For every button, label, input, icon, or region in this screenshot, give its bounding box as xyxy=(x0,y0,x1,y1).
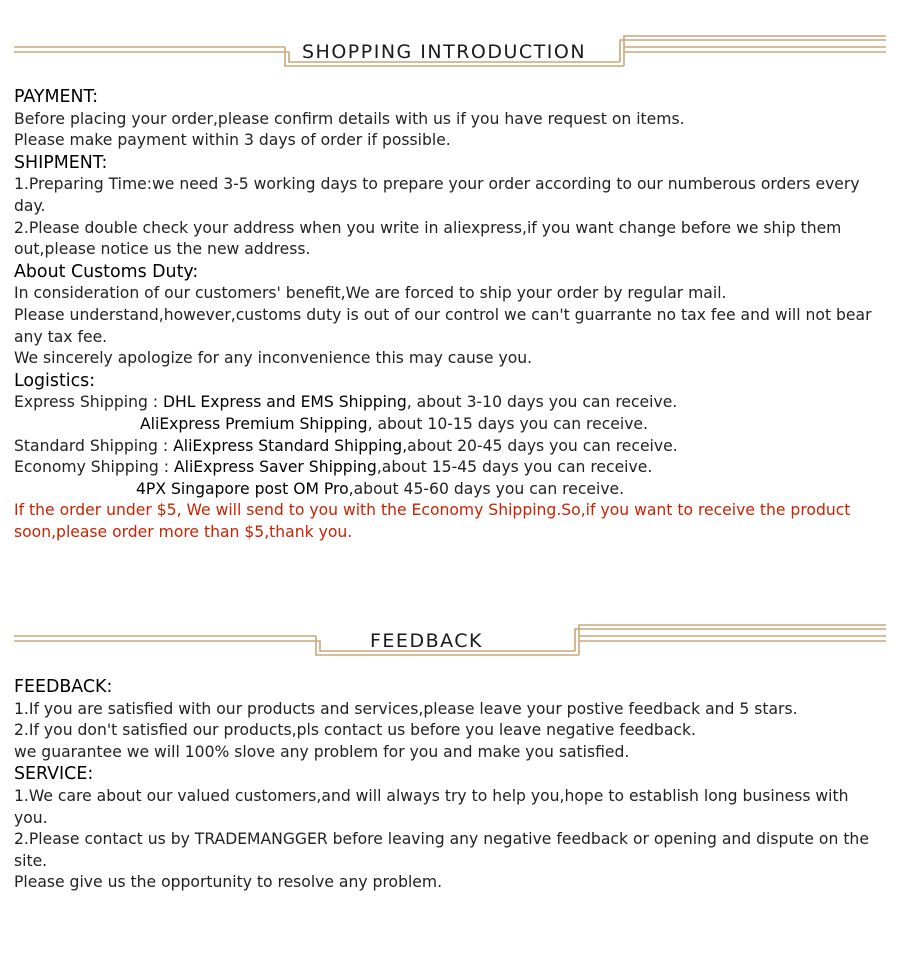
payment-heading: PAYMENT: xyxy=(14,87,99,107)
standard-time: ,about 20-45 days you can receive. xyxy=(402,436,678,455)
service-line: 1.We care about our valued customers,and will always try to help you,hope to establish long business with you. xyxy=(14,786,849,827)
feedback-line: 2.If you don't satisfied our products,pls contact us before you leave negative feedback. xyxy=(14,721,696,740)
standard-shipping-row xyxy=(14,436,886,458)
economy-shipping-row xyxy=(14,457,886,479)
premium-service: AliExpress Premium Shipping xyxy=(140,414,368,433)
premium-shipping-row xyxy=(14,414,886,436)
premium-time: , about 10-15 days you can receive. xyxy=(367,414,648,433)
shopping-introduction-title: SHOPPING INTRODUCTION xyxy=(302,41,587,63)
economy-service: AliExpress Saver Shipping xyxy=(173,458,377,477)
sgpost-service: 4PX Singapore post OM Pro xyxy=(136,479,349,498)
service-line: Please give us the opportunity to resolve any problem. xyxy=(14,873,443,892)
shipment-heading: SHIPMENT: xyxy=(14,152,108,173)
feedback-section xyxy=(14,676,886,894)
express-time: , about 3-10 days you can receive. xyxy=(406,393,678,412)
feedback-title: FEEDBACK xyxy=(370,630,483,652)
express-shipping-row xyxy=(14,392,886,414)
payment-line: Before placing your order,please confirm details with us if you have request on items. xyxy=(14,109,685,128)
feedback-heading: FEEDBACK: xyxy=(14,677,113,697)
customs-heading: About Customs Duty: xyxy=(14,261,199,282)
sgpost-time: ,about 45-60 days you can receive. xyxy=(348,479,625,498)
payment-line: Please make payment within 3 days of order if possible. xyxy=(14,131,451,150)
feedback-banner xyxy=(14,624,886,658)
sgpost-shipping-row xyxy=(14,479,886,501)
shopping-introduction-banner xyxy=(14,35,886,69)
customs-line: In consideration of our customers' benefit,We are forced to ship your order by regular mail. xyxy=(14,284,727,303)
standard-label: Standard Shipping : xyxy=(14,436,174,455)
economy-shipping-notice: If the order under $5, We will send to you with the Economy Shipping.So,if you want to receive the product soon,please order more than $5,thank you. xyxy=(14,501,851,541)
shopping-info-section xyxy=(14,86,886,543)
feedback-line: we guarantee we will 100% slove any problem for you and make you satisfied. xyxy=(14,742,630,761)
service-line: 2.Please contact us by TRADEMANGGER before leaving any negative feedback or opening and dispute on the site. xyxy=(14,830,869,870)
shipment-line: 2.Please double check your address when you write in aliexpress,if you want change before we ship them out,please notice us the new address. xyxy=(14,218,842,259)
service-heading: SERVICE: xyxy=(14,764,94,785)
customs-line: We sincerely apologize for any inconvenience this may cause you. xyxy=(14,349,533,368)
standard-service: AliExpress Standard Shipping xyxy=(173,436,403,455)
express-label: Express Shipping : xyxy=(14,393,164,412)
shipment-line: 1.Preparing Time:we need 3-5 working days to prepare your order according to our numberous orders every day. xyxy=(14,175,860,215)
customs-line: Please understand,however,customs duty is out of our control we can't guarrante no tax fee and will not bear any tax fee. xyxy=(14,305,872,346)
express-service: DHL Express and EMS Shipping xyxy=(163,393,407,412)
feedback-line: 1.If you are satisfied with our products and services,please leave your postive feedback and 5 stars. xyxy=(14,699,798,718)
economy-time: ,about 15-45 days you can receive. xyxy=(376,458,653,477)
economy-label: Economy Shipping : xyxy=(14,458,174,477)
logistics-heading: Logistics: xyxy=(14,370,96,391)
